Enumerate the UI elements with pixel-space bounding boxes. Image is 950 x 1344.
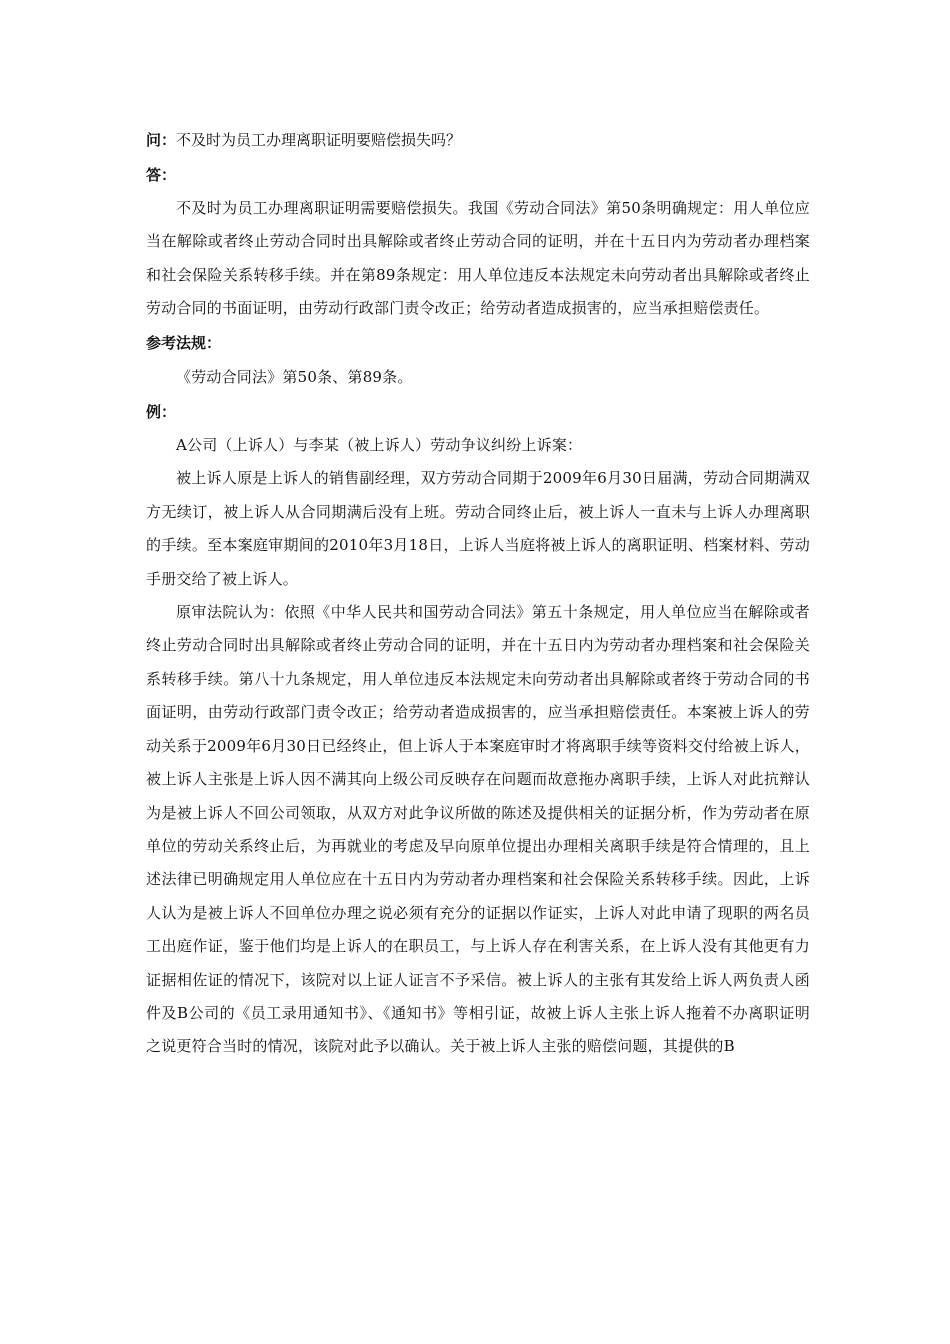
example-label: 例： (146, 402, 177, 421)
reference-label: 参考法规： (146, 334, 222, 353)
question-label: 问： (146, 130, 177, 149)
question-text: 不及时为员工办理离职证明要赔偿损失吗？ (176, 130, 462, 149)
document-page (146, 122, 810, 1064)
answer-label: 答： (146, 165, 177, 184)
answer-paragraph: 不及时为员工办理离职证明需要赔偿损失。我国《劳动合同法》第50条明确规定：用人单位应当在解除或者终止劳动合同时出具解除或者终止劳动合同的证明，并在十五日内为劳动者办理档案和社会保险关系转移手续。并在第89条规定：用人单位违反本法规定未向劳动者出具解除或者终止劳动合同的书面证明，由劳动行政部门责令改正；给劳动者造成损害的，应当承担赔偿责任。 (146, 199, 810, 318)
example-paragraph-facts: 被上诉人原是上诉人的销售副经理，双方劳动合同期于2009年6月30日届满，劳动合同期满双方无续订，被上诉人从合同期满后没有上班。劳动合同终止后，被上诉人一直未与上诉人办理离职的手续。至本案庭审期间的2010年3月18日，上诉人当庭将被上诉人的离职证明、档案材料、劳动手册交给了被上诉人。 (146, 469, 810, 588)
example-paragraph-case-title: A公司（上诉人）与李某（被上诉人）劳动争议纠纷上诉案： (176, 436, 583, 455)
question-line (146, 122, 810, 157)
example-paragraph-court-opinion: 原审法院认为：依照《中华人民共和国劳动合同法》第五十条规定，用人单位应当在解除或者终止劳动合同时出具解除或者终止劳动合同的证明，并在十五日内为劳动者办理档案和社会保险关系转移手续。第八十九条规定，用人单位违反本法规定未向劳动者出具解除或者终于劳动合同的书面证明，由劳动行政部门责令改正；给劳动者造成损害的，应当承担赔偿责任。本案被上诉人的劳动关系于2009年6月30日已经终止，但上诉人于本案庭审时才将离职手续等资料交付给被上诉人，被上诉人主张是上诉人因不满其向上级公司反映存在问题而故意拖办离职手续，上诉人对此抗辩认为是被上诉人不回公司领取，从双方对此争议所做的陈述及提供相关的证据分析，作为劳动者在原单位的劳动关系终止后，为再就业的考虑及早向原单位提出办理相关离职手续是符合情理的，且上述法律已明确规定用人单位应在十五日内为劳动者办理档案和社会保险关系转移手续。因此，上诉人认为是被上诉人不回单位办理之说必须有充分的证据以作证实，上诉人对此申请了现职的两名员工出庭作证，鉴于他们均是上诉人的在职员工，与上诉人存在利害关系，在上诉人没有其他更有力证据相佐证的情况下，该院对以上证人证言不予采信。被上诉人的主张有其发给上诉人两负责人函件及B公司的《员工录用通知书》、《通知书》等相引证，故被上诉人主张上诉人拖着不办离职证明之说更符合当时的情况，该院对此予以确认。关于被上诉人主张的赔偿问题，其提供的B (146, 603, 810, 1056)
reference-paragraph: 《劳动合同法》第50条、第89条。 (176, 367, 413, 386)
